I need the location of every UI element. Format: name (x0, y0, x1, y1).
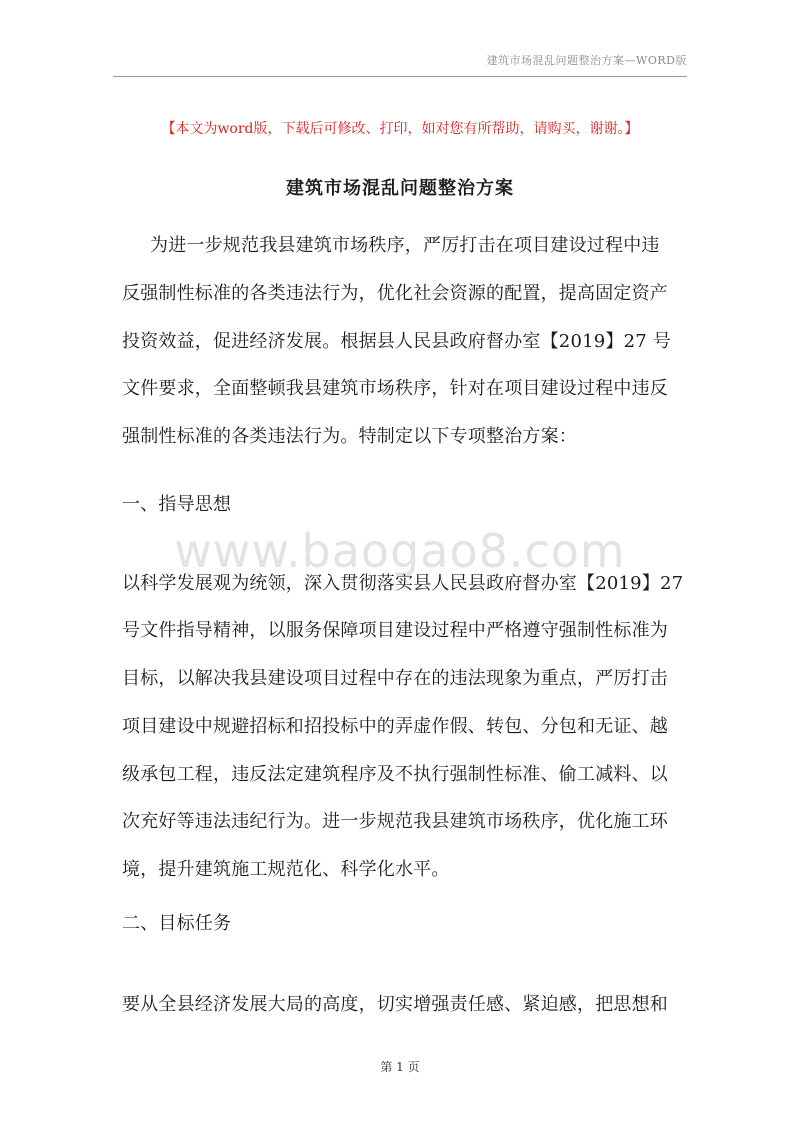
section1-line: 号文件指导精神，以服务保障项目建设过程中严格遵守强制性标准为 (122, 620, 668, 641)
running-header: 建筑市场混乱问题整治方案—WORD版 (486, 54, 687, 67)
section1-line: 项目建设中规避招标和招投标中的弄虚作假、转包、分包和无证、越 (122, 716, 668, 737)
section1-line: 级承包工程，违反法定建筑程序及不执行强制性标准、偷工减料、以 (122, 764, 668, 785)
site-watermark: www.baogao8.com (174, 524, 626, 578)
intro-line: 文件要求，全面整顿我县建筑市场秩序，针对在项目建设过程中违反 (122, 378, 668, 399)
intro-line: 投资效益，促进经济发展。根据县人民县政府督办室【2019】27 号 (122, 331, 672, 352)
section-heading-targets: 二、目标任务 (122, 913, 232, 934)
intro-line: 强制性标准的各类违法行为。特制定以下专项整治方案： (122, 426, 577, 447)
intro-line: 反强制性标准的各类违法行为，优化社会资源的配置，提高固定资产 (122, 283, 668, 304)
document-title: 建筑市场混乱问题整治方案 (286, 178, 514, 199)
section1-line: 以科学发展观为统领，深入贯彻落实县人民县政府督办室【2019】27 (122, 573, 684, 594)
section1-line: 目标，以解决我县建设项目过程中存在的违法现象为重点，严厉打击 (122, 668, 668, 689)
section2-line: 要从全县经济发展大局的高度，切实增强责任感、紧迫感，把思想和 (122, 994, 668, 1015)
section-heading-guiding-ideology: 一、指导思想 (122, 494, 232, 515)
section1-line: 次充好等违法违纪行为。进一步规范我县建筑市场秩序，优化施工环 (122, 811, 668, 832)
intro-line: 为进一步规范我县建筑市场秩序，严厉打击在项目建设过程中违 (150, 235, 660, 256)
header-divider (113, 76, 687, 77)
page-number: 第 1 页 (380, 1060, 420, 1074)
section1-line: 境，提升建筑施工规范化、科学化水平。 (122, 859, 450, 880)
purchase-notice: 【本文为word版，下载后可修改、打印，如对您有所帮助，请购买，谢谢。】 (161, 121, 639, 137)
